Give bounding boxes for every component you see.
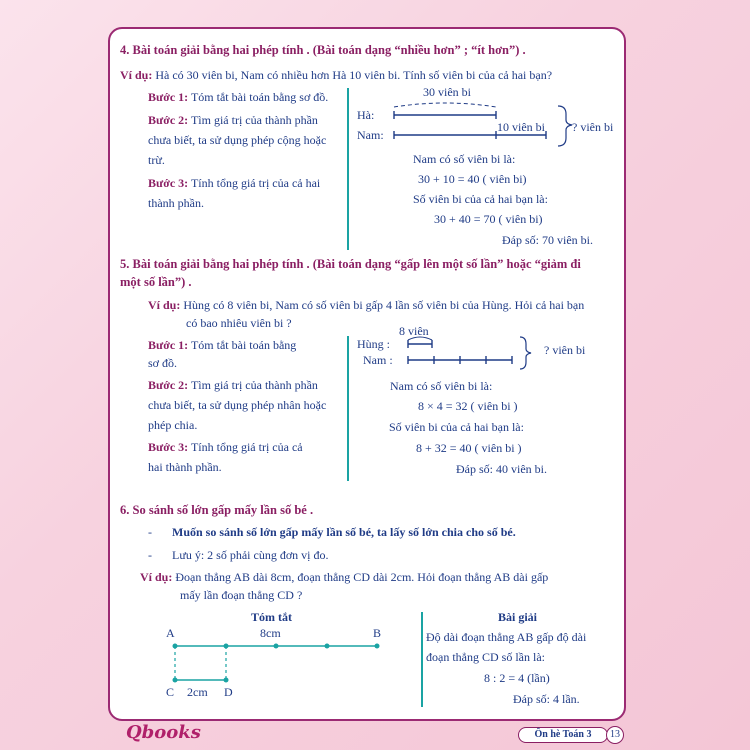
s4-sol3: Số viên bi của cả hai bạn là: — [413, 192, 548, 206]
s5-step1-line2: sơ đồ. — [148, 356, 178, 370]
s5-total: ? viên bi — [544, 343, 586, 357]
book-title-badge: Ôn hè Toán 3 — [518, 727, 608, 743]
label-cd-length: 2cm — [187, 685, 208, 699]
point-d — [224, 678, 229, 683]
s4-step2 — [148, 113, 318, 128]
label-d: D — [224, 685, 233, 699]
s4-step2-line2: chưa biết, ta sử dụng phép cộng hoặc — [148, 133, 327, 147]
section-5-example-line2: có bao nhiêu viên bi ? — [186, 316, 292, 330]
s5-step3-line2: hai thành phần. — [148, 460, 222, 474]
example-label: Ví dụ: — [120, 68, 153, 82]
step-text: Tính tổng giá trị của cả hai — [190, 176, 321, 190]
step-label: Bước 2: — [148, 113, 189, 127]
example-label: Ví dụ: — [140, 570, 173, 584]
s5-step2 — [148, 378, 318, 393]
step-text: Tóm tắt bài toán bằng — [190, 338, 297, 352]
s5-nam-label: Nam : — [363, 353, 393, 367]
s6-sol2: đoạn thẳng CD số lần là: — [426, 650, 545, 664]
summary-title: Tóm tắt — [251, 610, 292, 624]
s5-sol1: Nam có số viên bi là: — [390, 379, 493, 393]
s6-bullet1 — [148, 525, 516, 540]
s5-step3 — [148, 440, 303, 455]
section-4-title: 4. Bài toán giải bằng hai phép tính . (Bài toán dạng “nhiều hơn” ; “ít hơn”) . — [120, 43, 526, 57]
s5-sol4: 8 + 32 = 40 ( viên bi ) — [416, 441, 522, 455]
example-text: Đoạn thẳng AB dài 8cm, đoạn thẳng CD dài 2cm. Hỏi đoạn thẳng AB dài gấp — [175, 570, 549, 584]
step-text: Tóm tắt bài toán bằng sơ đồ. — [190, 90, 329, 104]
s4-ha-label: Hà: — [357, 108, 375, 122]
s4-sol4: 30 + 40 = 70 ( viên bi) — [434, 212, 543, 226]
s4-top-value: 30 viên bi — [423, 85, 471, 99]
step-label: Bước 3: — [148, 176, 189, 190]
label-b: B — [373, 626, 382, 640]
total-brace — [558, 106, 572, 146]
dash-icon: - — [148, 525, 152, 539]
s5-step1 — [148, 338, 296, 353]
s5-step2-line2: chưa biết, ta sử dụng phép nhân hoặc — [148, 398, 327, 412]
s5-step2-line3: phép chia. — [148, 418, 198, 432]
s5-divider — [347, 336, 349, 481]
section-4-example — [120, 68, 552, 83]
s5-top-value: 8 viên — [399, 324, 429, 338]
s4-tape-diagram — [350, 84, 610, 154]
total-brace — [520, 337, 531, 369]
s4-step1 — [148, 90, 328, 105]
s6-bullet2 — [148, 548, 329, 563]
step-label: Bước 1: — [148, 90, 189, 104]
label-c: C — [166, 685, 175, 699]
example-label: Ví dụ: — [148, 298, 181, 312]
point-c — [173, 678, 178, 683]
step-text: Tìm giá trị của thành phần — [190, 378, 318, 392]
s4-sol2: 30 + 10 = 40 ( viên bi) — [418, 172, 527, 186]
label-a: A — [166, 626, 175, 640]
solution-title: Bài giải — [498, 610, 538, 624]
step-text: Tính tổng giá trị của cả — [190, 440, 303, 454]
dash-icon: - — [148, 548, 152, 562]
s6-answer: Đáp số: 4 lần. — [513, 692, 580, 706]
s6-example-line2: mấy lần đoạn thẳng CD ? — [180, 588, 303, 602]
s4-step3 — [148, 176, 320, 191]
section-6-title: 6. So sánh số lớn gấp mấy lần số bé . — [120, 503, 314, 517]
s4-sol1: Nam có số viên bi là: — [413, 152, 516, 166]
bullet-text: Muốn so sánh số lớn gấp mấy lần số bé, ta lấy số lớn chia cho số bé. — [172, 525, 516, 539]
example-text: Hùng có 8 viên bi, Nam có số viên bi gấp 4 lần số viên bi của Hùng. Hỏi cả hai bạn — [183, 298, 585, 312]
step-label: Bước 2: — [148, 378, 189, 392]
s6-sol1: Độ dài đoạn thẳng AB gấp độ dài — [426, 630, 587, 644]
s5-sol3: Số viên bi của cả hai bạn là: — [389, 420, 524, 434]
bullet-text: Lưu ý: 2 số phải cùng đơn vị đo. — [172, 548, 329, 562]
s4-answer: Đáp số: 70 viên bi. — [502, 233, 593, 247]
s6-divider — [421, 612, 423, 707]
s5-sol2: 8 × 4 = 32 ( viên bi ) — [418, 399, 518, 413]
example-text: Hà có 30 viên bi, Nam có nhiều hơn Hà 10 viên bi. Tính số viên bi của cả hai bạn? — [155, 68, 553, 82]
point-b — [375, 644, 380, 649]
publisher-logo: Qbooks — [126, 722, 201, 743]
s5-answer: Đáp số: 40 viên bi. — [456, 462, 547, 476]
label-ab-length: 8cm — [260, 626, 281, 640]
s4-step3-line2: thành phần. — [148, 196, 204, 210]
section-5-title-line1: 5. Bài toán giải bằng hai phép tính . (Bài toán dạng “gấp lên một số lần” hoặc “giảm đi — [120, 257, 581, 271]
step-text: Tìm giá trị của thành phần — [190, 113, 318, 127]
section-5-example — [148, 298, 584, 313]
point — [325, 644, 330, 649]
step-label: Bước 3: — [148, 440, 189, 454]
s4-step2-line3: trừ. — [148, 153, 165, 167]
page-number: 13 — [606, 726, 624, 744]
step-label: Bước 1: — [148, 338, 189, 352]
s4-divider — [347, 88, 349, 250]
point — [274, 644, 279, 649]
s5-hung-label: Hùng : — [357, 337, 390, 351]
s6-example — [140, 570, 548, 585]
section-5-title-line2: một số lần”) . — [120, 275, 192, 289]
brace-top — [394, 103, 496, 107]
s4-total: ? viên bi — [572, 120, 614, 134]
s6-sol3: 8 : 2 = 4 (lần) — [484, 671, 550, 685]
s4-extra-value: 10 viên bi — [497, 120, 545, 134]
s4-nam-label: Nam: — [357, 128, 384, 142]
